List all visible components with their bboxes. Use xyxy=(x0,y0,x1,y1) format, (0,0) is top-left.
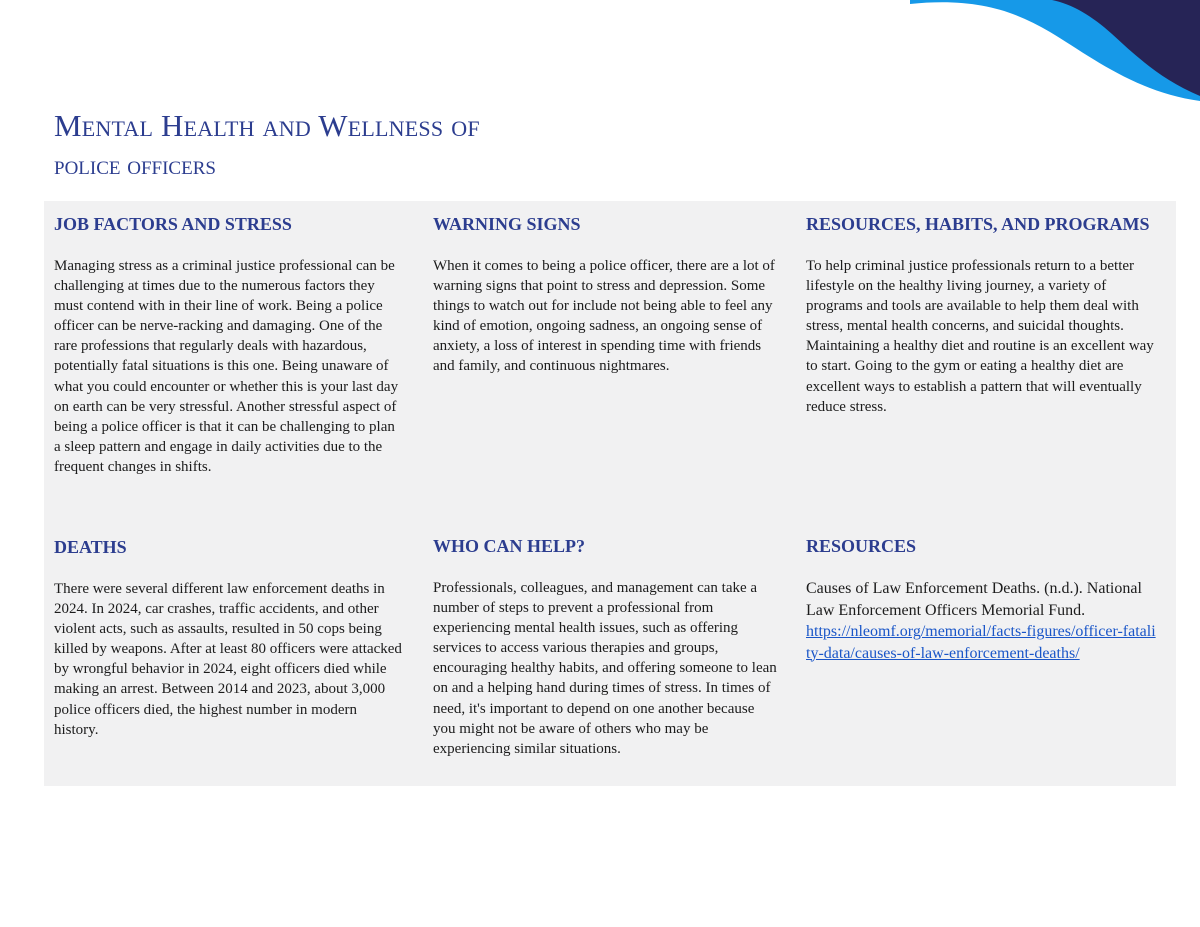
page-title: Mental Health and Wellness of xyxy=(54,108,480,143)
section-heading: RESOURCES xyxy=(806,536,917,556)
section-resources-habits-programs xyxy=(806,213,1154,417)
section-warning-signs xyxy=(433,213,777,377)
corner-wave-decoration xyxy=(900,0,1200,110)
section-heading: JOB FACTORS AND STRESS xyxy=(54,214,292,234)
reference-citation: Causes of Law Enforcement Deaths. (n.d.). National Law Enforcement Officers Memorial Fund. xyxy=(806,580,1142,619)
section-heading: RESOURCES, HABITS, AND PROGRAMS xyxy=(806,214,1150,234)
section-body: Professionals, colleagues, and management can take a number of steps to prevent a professional from experiencing mental health issues, such as offering services to access various therapies and groups, encouraging healthy habits, and offering someone to lean on and a helping hand during times of stress. In times of need, it's important to depend on one another because you might not be aware of others who may be experiencing similar situations. xyxy=(433,580,777,757)
section-body: To help criminal justice professionals return to a better lifestyle on the healthy living journey, a variety of programs and tools are available to help them deal with stress, mental health concerns, and suicidal thoughts. Maintaining a healthy diet and routine is an excellent way to start. Going to the gym or eating a healthy diet are excellent ways to establish a pattern that will eventually reduce stress. xyxy=(806,258,1154,415)
section-body: When it comes to being a police officer, there are a lot of warning signs that point to stress and depression. Some things to watch out for include not being able to feel any kind of emotion, ongoing sadness, an ongoing sense of anxiety, a loss of interest in spending time with friends and family, and continuous nightmares. xyxy=(433,258,775,375)
section-body: There were several different law enforcement deaths in 2024. In 2024, car crashes, traffic accidents, and other violent acts, such as assaults, resulted in 50 cops being killed by weapons. After at least 80 officers were attacked by wrongful behavior in 2024, eight officers died while making an arrest. Between 2014 and 2023, about 3,000 police officers died, the highest number in modern history. xyxy=(54,581,402,738)
section-heading: WHO CAN HELP? xyxy=(433,536,586,556)
section-heading: WARNING SIGNS xyxy=(433,214,581,234)
section-who-can-help xyxy=(433,535,777,759)
section-body: Managing stress as a criminal justice professional can be challenging at times due to the numerous factors they must contend with in their line of work. Being a police officer can be nerve-racking and damaging. One of the rare professions that regularly deals with hazardous, potentially fatal situations is this one. Being unaware of what you could encounter or whether this is your last day on earth can be very stressful. Another stressful aspect of being a police officer is that it can be challenging to plan a sleep pattern and engage in daily activities due to the frequent changes in shifts. xyxy=(54,258,399,475)
reference-link[interactable]: https://nleomf.org/memorial/facts-figures/officer-fatality-data/causes-of-law-enforcement-deaths/ xyxy=(806,623,1156,662)
page-subtitle: police officers xyxy=(54,150,216,180)
section-resources xyxy=(806,535,1158,664)
section-deaths xyxy=(54,536,404,740)
section-job-factors xyxy=(54,213,404,477)
section-heading: DEATHS xyxy=(54,537,127,557)
content-panel xyxy=(44,201,1176,786)
